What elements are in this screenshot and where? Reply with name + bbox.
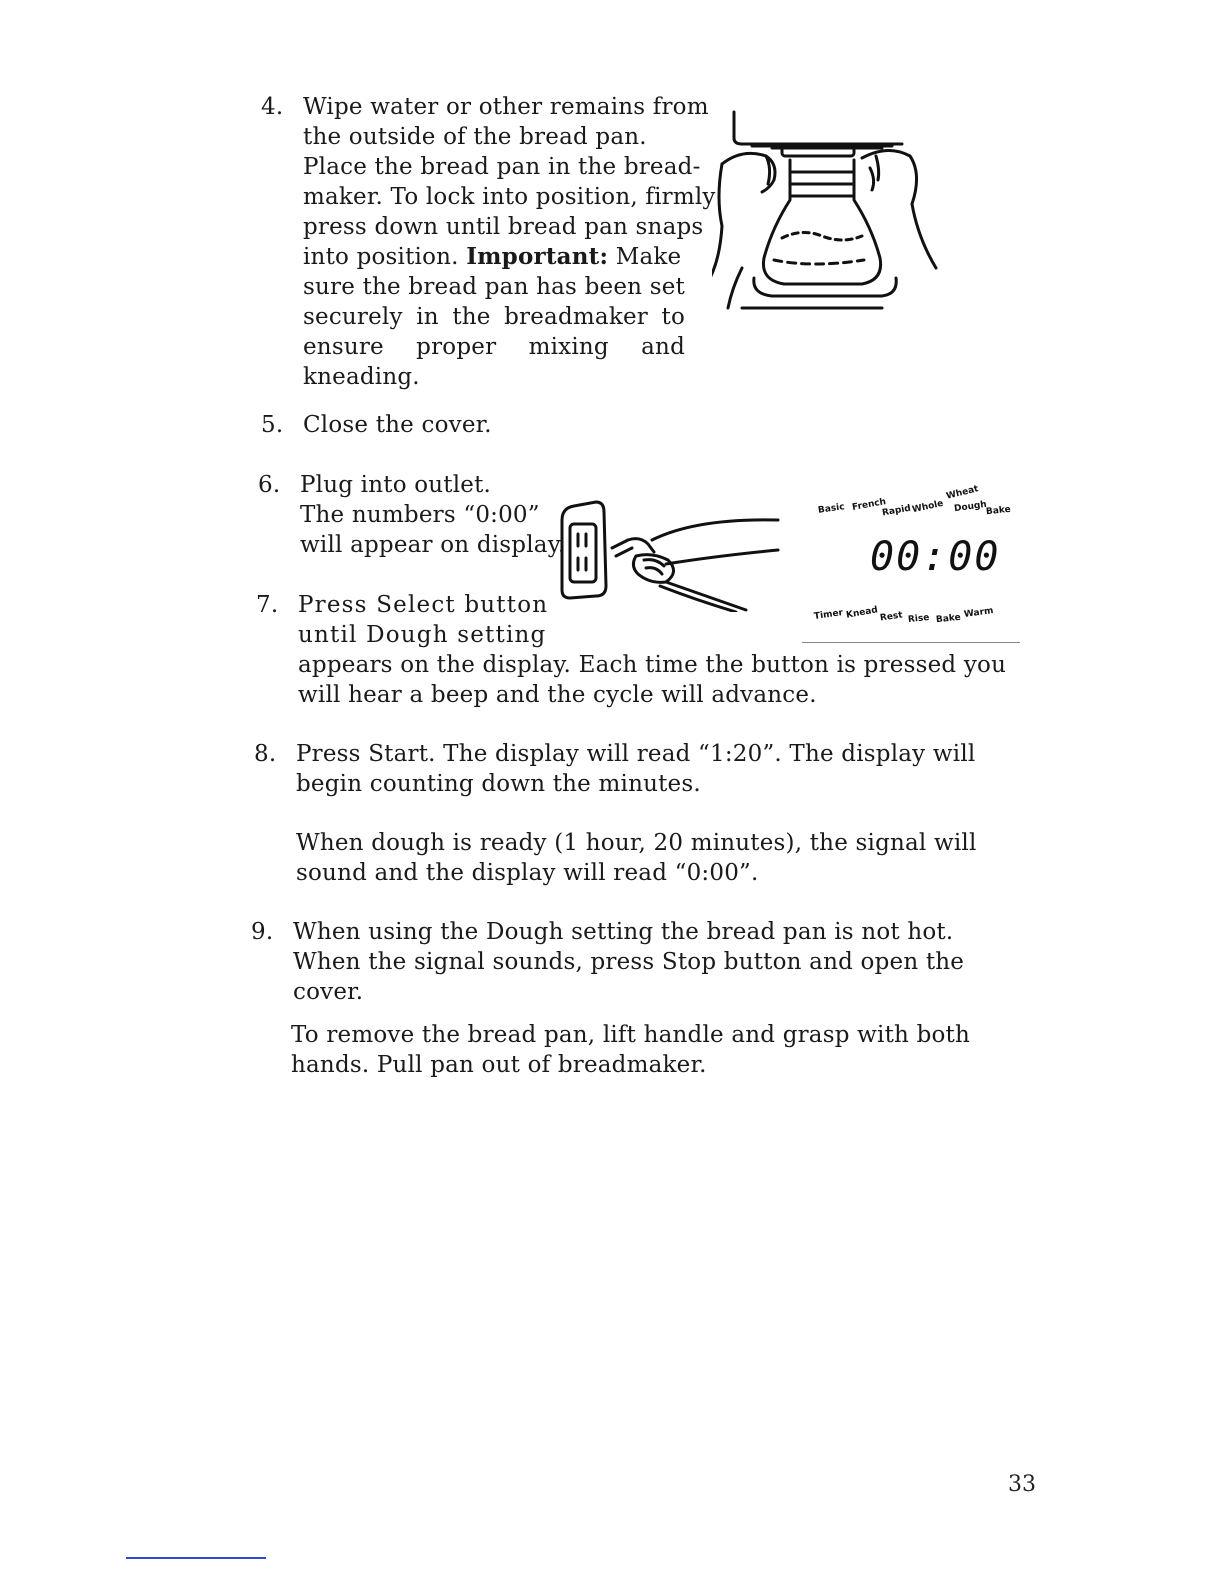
step-number: 8. [254, 741, 277, 767]
step-6 [258, 470, 566, 560]
page-number: 33 [1008, 1472, 1036, 1497]
lcd-time-readout: 00:00 [870, 534, 1001, 580]
step-9-note [291, 1020, 971, 1080]
step-5 [261, 410, 703, 440]
step-9-line: cover. [293, 979, 364, 1005]
step-8-line: begin counting down the minutes. [296, 771, 701, 797]
label-wheat: Wheat [945, 484, 980, 502]
step-4-line: kneading. [303, 364, 420, 390]
step-4-line: press down until bread pan snaps [303, 214, 704, 240]
step-4-line: maker. To lock into position, firmly [303, 184, 716, 210]
step-number: 9. [251, 919, 274, 945]
step-9-note-line: To remove the bread pan, lift handle and grasp with both [291, 1022, 970, 1048]
step-7-line: will hear a beep and the cycle will advance. [298, 682, 817, 708]
label-rise: Rise [907, 612, 930, 626]
label-warm: Warm [963, 605, 995, 621]
bottom-rule [126, 1557, 266, 1559]
step-6-line: The numbers “0:00” [300, 502, 540, 528]
step-7-line: appears on the display. Each time the button is pressed you [298, 652, 1007, 678]
label-whole: Whole [911, 498, 945, 516]
label-knead: Knead [845, 605, 879, 621]
step-4-line: Wipe water or other remains from [303, 94, 709, 120]
step-8-note-line: When dough is ready (1 hour, 20 minutes), the signal will [296, 830, 977, 856]
important-label: Important: [466, 243, 609, 270]
important-suffix: Make [608, 244, 682, 270]
label-bake-cycle: Bake [935, 612, 962, 626]
step-6-line: Plug into outlet. [300, 472, 492, 498]
step-8-line: Press Start. The display will read “1:20”. The display will [296, 741, 976, 767]
step-9 [251, 917, 973, 1007]
label-dough: Dough [953, 499, 988, 515]
step-number: 5. [261, 412, 284, 438]
step-9-note-line: hands. Pull pan out of breadmaker. [291, 1052, 707, 1078]
label-french: French [851, 497, 887, 513]
step-4-line: sure the bread pan has been set [303, 274, 685, 300]
label-rest: Rest [879, 610, 904, 624]
step-4 [261, 92, 716, 392]
step-4-line: Place the bread pan in the bread- [303, 154, 701, 180]
label-rapid: Rapid [881, 503, 912, 519]
step-number: 4. [261, 94, 284, 120]
step-9-line: When the signal sounds, press Stop button and open the [293, 949, 965, 975]
step-4-important-line [303, 242, 685, 272]
step-4-line: securely in the breadmaker to [303, 304, 685, 330]
step-7-line: Press Select button [298, 592, 549, 618]
step-4-line: the outside of the bread pan. [303, 124, 647, 150]
step-number: 6. [258, 472, 281, 498]
step-8 [254, 739, 976, 799]
step-number: 7. [256, 592, 279, 618]
step-8-note [296, 828, 976, 888]
important-prefix: into position. [303, 244, 467, 270]
step-6-line: will appear on display. [300, 532, 566, 558]
step-8-note-line: sound and the display will read “0:00”. [296, 860, 759, 886]
label-basic: Basic [817, 502, 846, 516]
step-9-line: When using the Dough setting the bread pan is not hot. [293, 919, 954, 945]
step-4-line: ensure proper mixing and [303, 334, 685, 360]
bread-pan-illustration [712, 108, 942, 318]
step-7-line: until Dough setting [298, 622, 547, 648]
program-labels [812, 482, 1022, 522]
step-5-text: Close the cover. [303, 412, 492, 438]
label-bake: Bake [985, 504, 1012, 518]
label-timer: Timer [813, 608, 844, 622]
